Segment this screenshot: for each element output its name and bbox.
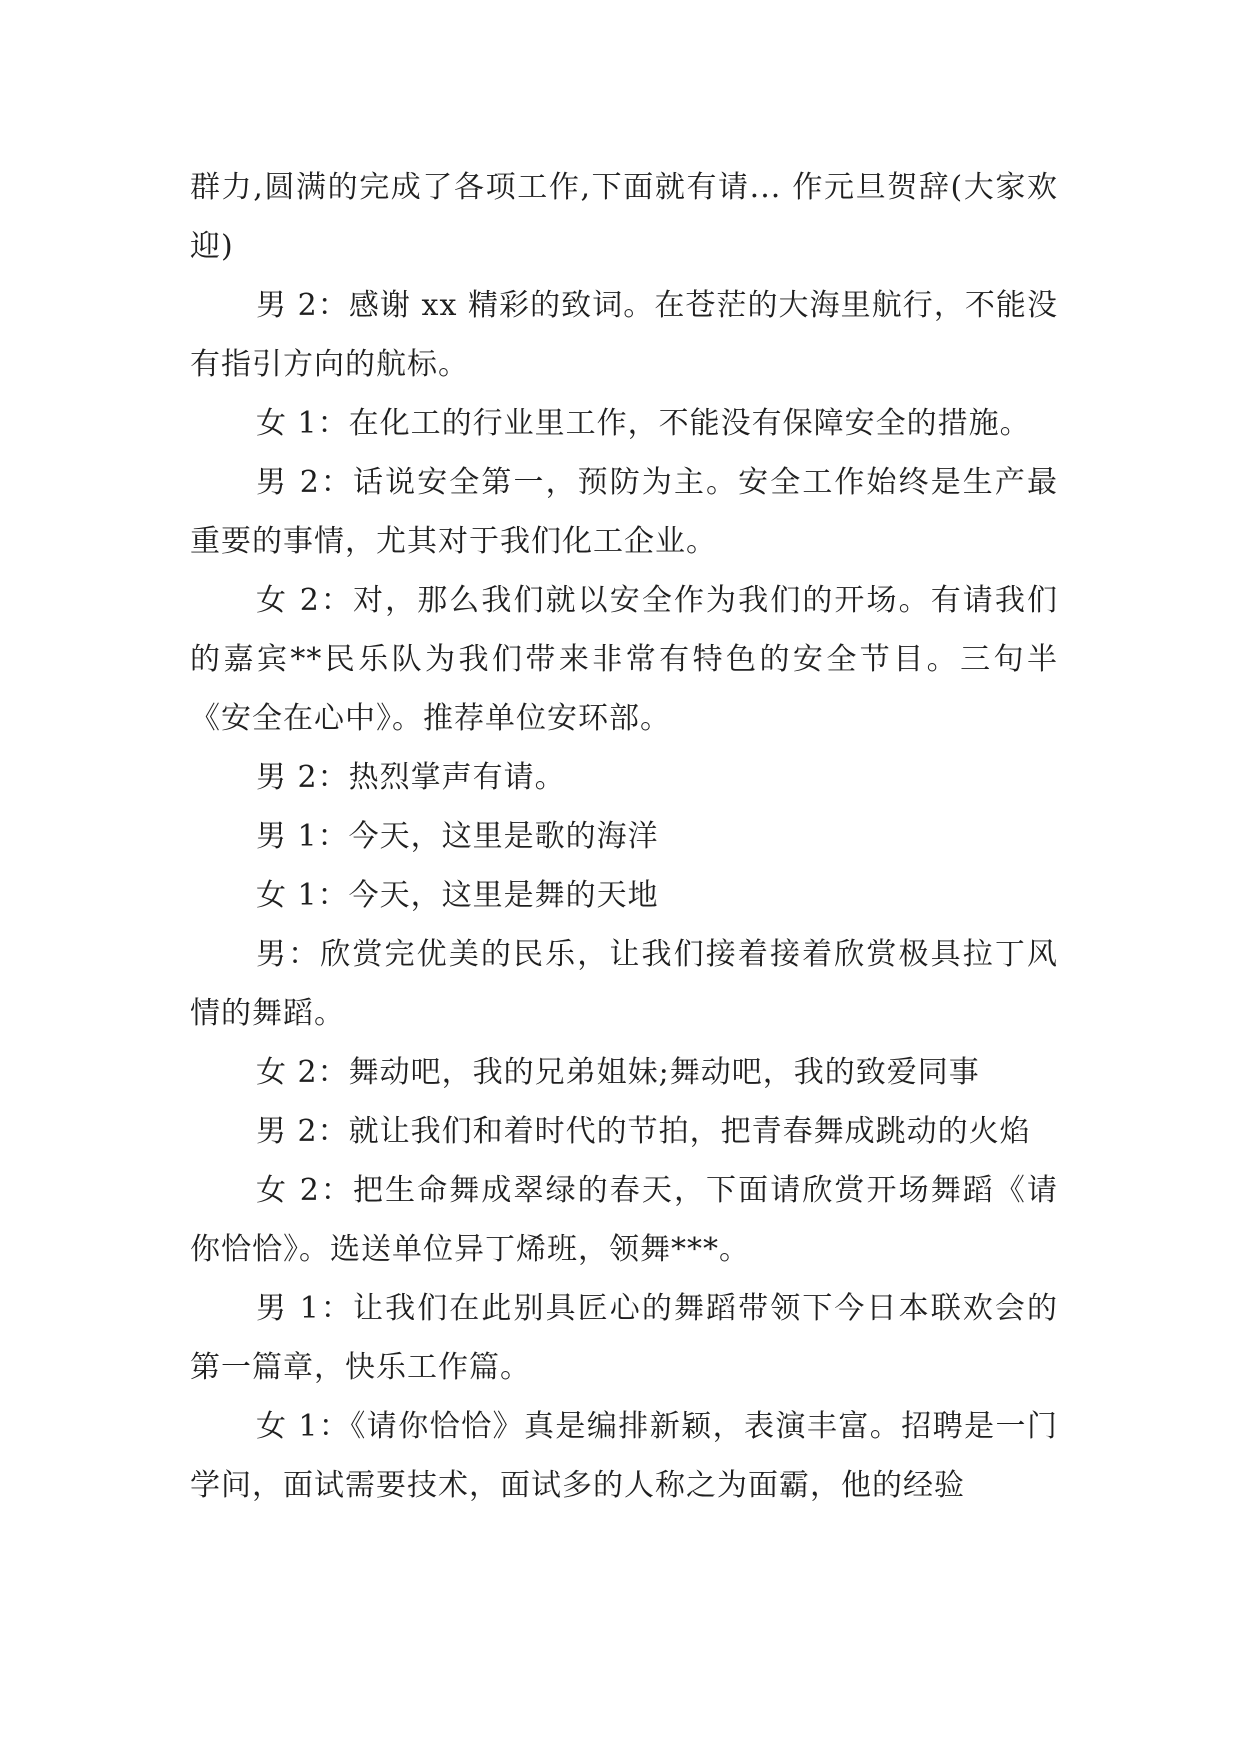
paragraph-1: 群力,圆满的完成了各项工作,下面就有请... 作元旦贺辞(大家欢迎) bbox=[190, 170, 1058, 264]
paragraph-8: 女 1：今天，这里是舞的天地 bbox=[256, 878, 659, 913]
paragraph-11: 男 2：就让我们和着时代的节拍，把青春舞成跳动的火焰 bbox=[256, 1114, 1031, 1149]
paragraph-14: 女 1：《请你恰恰》真是编排新颖，表演丰富。招聘是一门学问，面试需要技术，面试多的人称之为面霸，他的经验 bbox=[190, 1409, 1058, 1503]
paragraph-7: 男 1：今天，这里是歌的海洋 bbox=[256, 819, 659, 854]
document-body bbox=[190, 158, 1058, 1515]
paragraph-3: 女 1：在化工的行业里工作，不能没有保障安全的措施。 bbox=[256, 406, 1031, 441]
paragraph-6: 男 2：热烈掌声有请。 bbox=[256, 760, 566, 795]
paragraph-13: 男 1：让我们在此别具匠心的舞蹈带领下今日本联欢会的第一篇章，快乐工作篇。 bbox=[190, 1291, 1058, 1385]
paragraph-9: 男：欣赏完优美的民乐，让我们接着接着欣赏极具拉丁风情的舞蹈。 bbox=[190, 937, 1058, 1031]
paragraph-5: 女 2：对，那么我们就以安全作为我们的开场。有请我们的嘉宾**民乐队为我们带来非常有特色的安全节目。三句半《安全在心中》。推荐单位安环部。 bbox=[190, 583, 1058, 736]
paragraph-12: 女 2：把生命舞成翠绿的春天，下面请欣赏开场舞蹈《请你恰恰》。选送单位异丁烯班，领舞***。 bbox=[190, 1173, 1058, 1267]
paragraph-10: 女 2：舞动吧，我的兄弟姐妹;舞动吧，我的致爱同事 bbox=[256, 1055, 980, 1090]
paragraph-4: 男 2：话说安全第一，预防为主。安全工作始终是生产最重要的事情，尤其对于我们化工企业。 bbox=[190, 465, 1058, 559]
paragraph-2: 男 2：感谢 xx 精彩的致词。在苍茫的大海里航行，不能没有指引方向的航标。 bbox=[190, 288, 1058, 382]
